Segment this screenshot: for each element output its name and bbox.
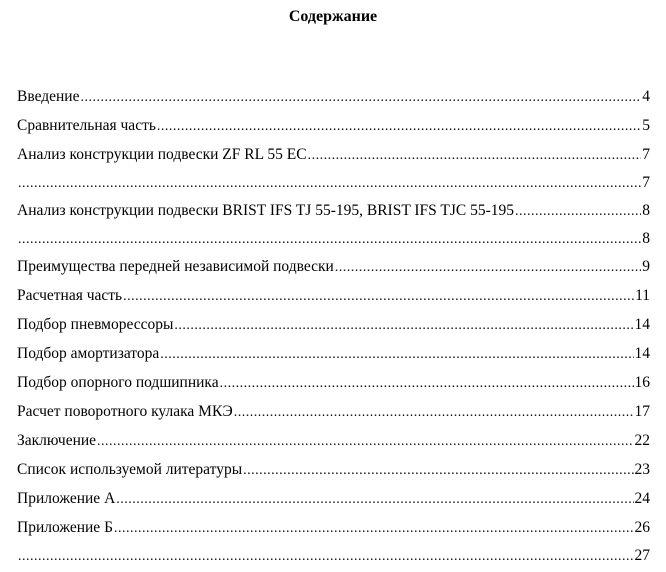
table-of-contents xyxy=(17,82,650,569)
toc-row[interactable] xyxy=(17,111,650,140)
toc-row[interactable] xyxy=(17,513,650,542)
toc-entry-label: Приложение А xyxy=(17,490,116,507)
dot-leader xyxy=(308,140,642,170)
toc-entry-label: Расчет поворотного кулака МКЭ xyxy=(17,403,233,420)
toc-row[interactable] xyxy=(17,281,650,310)
toc-entry-label: Подбор опорного подшипника xyxy=(17,374,219,391)
toc-page-number: 27 xyxy=(634,547,650,564)
toc-row[interactable] xyxy=(17,484,650,513)
toc-entry-label: Подбор амортизатора xyxy=(17,345,160,362)
toc-entry-label: Приложение Б xyxy=(17,519,113,536)
toc-row[interactable] xyxy=(17,455,650,484)
dot-leader xyxy=(220,368,634,398)
page-title: Содержание xyxy=(288,8,378,25)
toc-page-number: 7 xyxy=(642,146,650,163)
toc-page-number: 5 xyxy=(642,117,650,134)
toc-page-number: 16 xyxy=(634,374,650,391)
toc-row[interactable] xyxy=(17,310,650,339)
dot-leader xyxy=(234,397,634,427)
toc-page-number: 7 xyxy=(642,174,650,191)
toc-page-number: 9 xyxy=(642,258,650,275)
toc-row[interactable] xyxy=(17,542,650,569)
dot-leader xyxy=(335,252,641,282)
dot-leader xyxy=(174,310,633,340)
dot-leader xyxy=(515,196,641,226)
toc-row[interactable] xyxy=(17,82,650,111)
toc-page-number: 11 xyxy=(635,287,650,304)
toc-page-number: 24 xyxy=(634,490,650,507)
toc-page-number: 26 xyxy=(634,519,650,536)
toc-row[interactable] xyxy=(17,196,650,225)
dot-leader xyxy=(157,111,641,141)
toc-row[interactable] xyxy=(17,339,650,368)
toc-page-number: 4 xyxy=(642,88,650,105)
toc-page-number: 14 xyxy=(634,345,650,362)
toc-entry-label: Список используемой литературы xyxy=(17,461,243,478)
toc-entry-label: Сравнительная часть xyxy=(17,117,156,134)
dot-leader xyxy=(18,542,634,570)
toc-row[interactable] xyxy=(17,426,650,455)
toc-entry-label: Анализ конструкции подвески BRIST IFS TJ 55-195, BRIST IFS TJC 55-195 xyxy=(17,202,515,219)
toc-row[interactable] xyxy=(17,397,650,426)
toc-page-number: 22 xyxy=(634,432,650,449)
toc-page-number: 8 xyxy=(642,230,650,247)
toc-page-number: 8 xyxy=(642,202,650,219)
dot-leader xyxy=(114,513,634,543)
dot-leader xyxy=(243,455,633,485)
toc-row[interactable] xyxy=(17,140,650,169)
dot-leader xyxy=(80,82,641,112)
dot-leader xyxy=(160,339,633,369)
dot-leader xyxy=(97,426,633,456)
toc-row[interactable] xyxy=(17,252,650,281)
toc-entry-label: Анализ конструкции подвески ZF RL 55 EC xyxy=(17,146,307,163)
toc-row[interactable] xyxy=(17,225,650,252)
dot-leader xyxy=(116,484,633,514)
toc-page-number: 14 xyxy=(634,316,650,333)
toc-row[interactable] xyxy=(17,169,650,196)
dot-leader xyxy=(123,281,634,311)
toc-entry-label: Расчетная часть xyxy=(17,287,123,304)
toc-page-number: 23 xyxy=(634,461,650,478)
toc-row[interactable] xyxy=(17,368,650,397)
toc-entry-label: Преимущества передней независимой подвески xyxy=(17,258,334,275)
toc-page-number: 17 xyxy=(634,403,650,420)
toc-entry-label: Заключение xyxy=(17,432,97,449)
toc-entry-label: Введение xyxy=(17,88,80,105)
dot-leader xyxy=(18,225,641,253)
dot-leader xyxy=(18,169,641,197)
toc-entry-label: Подбор пневморессоры xyxy=(17,316,174,333)
